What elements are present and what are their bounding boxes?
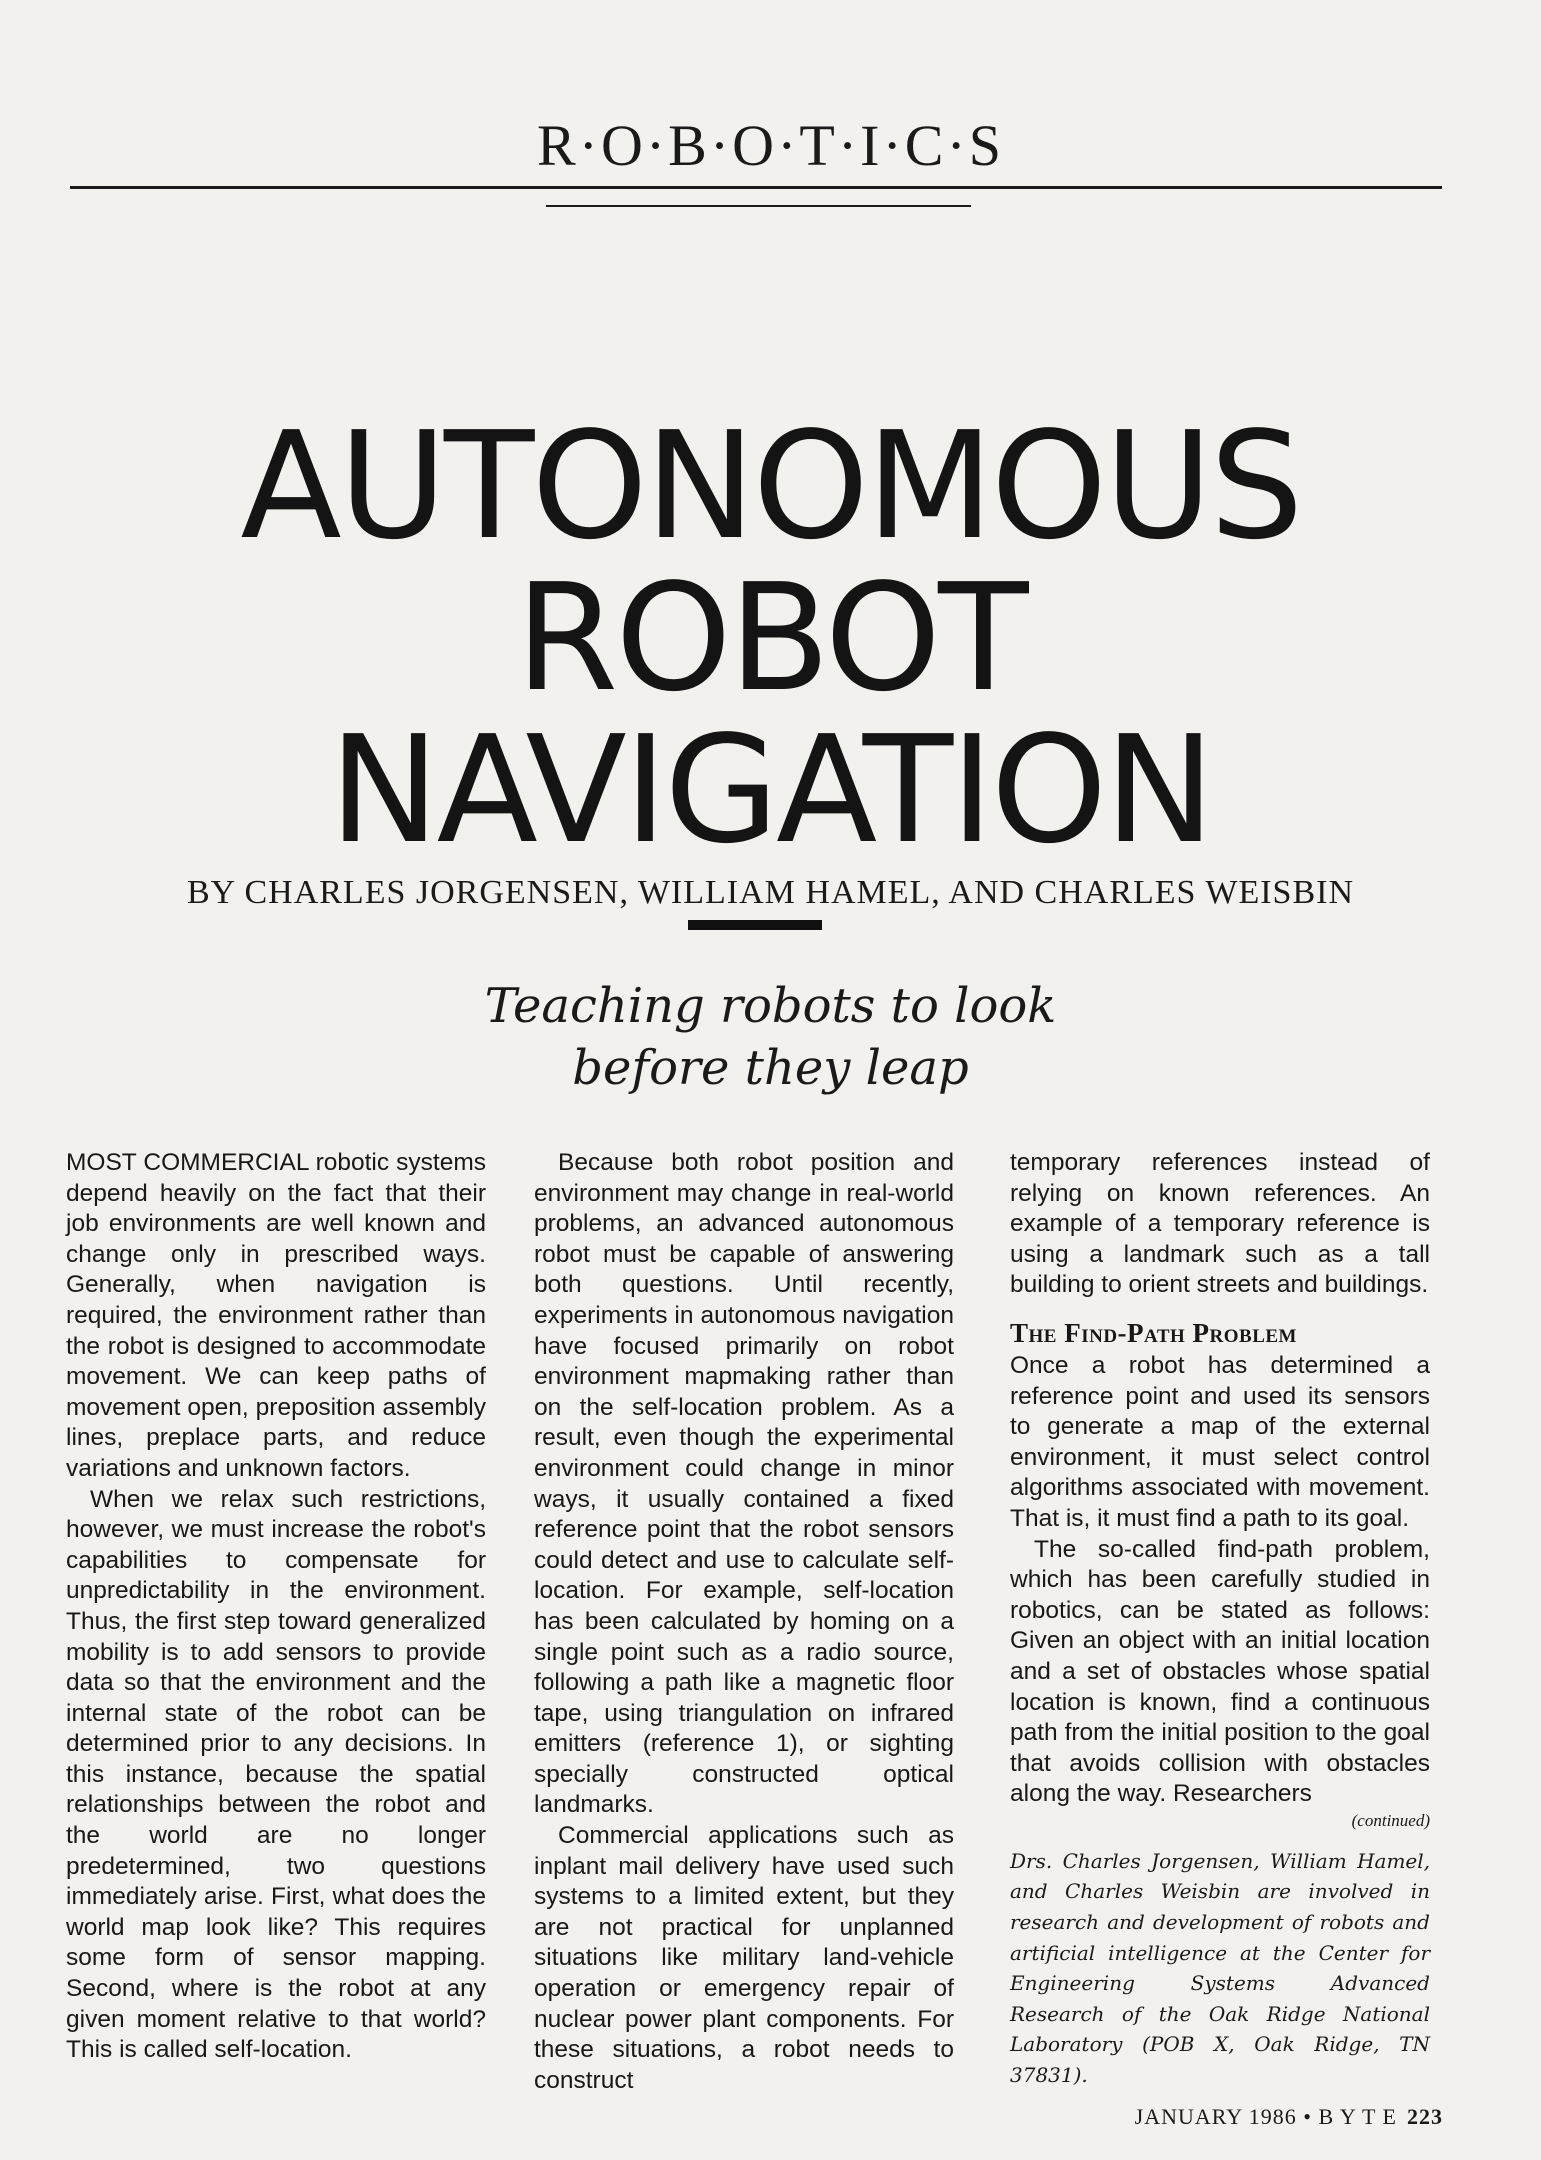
article-deck <box>0 975 1541 1099</box>
column1-paragraph-2: When we relax such restrictions, however, we must increase the robot's capabilities to compensate for unpredictability in the environment. Thus, the first step toward generalized mobility is to add sensors to provide data so that the environment and the internal state of the robot can be determined prior to any decisions. In this instance, because the spatial relationships between the robot and the world are no longer predetermined, two questions immediately arise. First, what does the world map look like? This requires some form of sensor mapping. Second, where is the robot at any given moment relative to that world? This is called self-location. <box>66 1485 486 2064</box>
headline-line-2: ROBOT <box>515 552 1026 724</box>
header-subrule <box>546 205 971 207</box>
byline: BY CHARLES JORGENSEN, WILLIAM HAMEL, AND CHARLES WEISBIN <box>187 874 1354 911</box>
section-label: R·O·B·O·T·I·C·S <box>536 113 1005 178</box>
column3-paragraph-3: The so-called find-path problem, which has been carefully studied in robotics, can be stated as follows: Given an object with an initial location and a set of obstacles whose spatial location is known, find a continuous path from the initial position to the goal that avoids collision with obstacles along the way. Researchers <box>1010 1535 1430 1808</box>
headline-line-1: AUTONOMOUS <box>240 400 1301 572</box>
headline-line-3: NAVIGATION <box>328 704 1213 876</box>
body-column-3 <box>1010 1148 1430 2091</box>
column3-paragraph-2: Once a robot has determined a reference point and used its sensors to generate a map of the external environment, it must select control algorithms associated with movement. That is, it must find a path to its goal. <box>1010 1351 1430 1532</box>
article-headline <box>0 400 1541 876</box>
body-column-1 <box>66 1148 486 2066</box>
continued-note: (continued) <box>1351 1810 1430 1830</box>
page-footer <box>1135 2104 1443 2130</box>
column2-paragraph-1: Because both robot position and environment may change in real-world problems, an advanced autonomous robot must be capable of answering both questions. Until recently, experiments in autonomous navigation have focused primarily on robot environment mapmaking rather than on the self-location problem. As a result, even though the experimental environment could change in minor ways, it usually contained a fixed reference point that the robot sensors could detect and use to calculate self-location. For example, self-location has been calculated by homing on a single point such as a radio source, following a path like a magnetic floor tape, using triangulation on infrared emitters (reference 1), or sighting specially constructed optical landmarks. <box>534 1149 954 1819</box>
byline-divider <box>688 920 822 930</box>
deck-line-2: before they leap <box>572 1040 969 1096</box>
author-bio: Drs. Charles Jorgensen, William Hamel, and Charles Weisbin are involved in research and development of robots and artificial intelligence at the Center for Engineering Systems Advanced Research of the Oak Ridge National Laboratory (POB X, Oak Ridge, TN 37831). <box>1010 1848 1430 2088</box>
issue-label: JANUARY 1986 • B Y T E <box>1134 2104 1397 2129</box>
deck-line-1: Teaching robots to look <box>484 978 1057 1034</box>
body-column-2 <box>534 1148 954 2096</box>
header-rule <box>70 186 1442 189</box>
column3-paragraph-1: temporary references instead of relying on known references. An example of a temporary reference is using a landmark such as a tall building to orient streets and buildings. <box>1010 1149 1430 1299</box>
page-number: 223 <box>1407 2104 1443 2129</box>
section-subhead: The Find-Path Problem <box>1010 1317 1297 1348</box>
column2-paragraph-2: Commercial applications such as inplant mail delivery have used such systems to a limited extent, but they are not practical for unplanned situations like military land-vehicle operation or emergency repair of nuclear power plant components. For these situations, a robot needs to construct <box>534 1822 954 2094</box>
column1-paragraph-1: MOST COMMERCIAL robotic systems depend heavily on the fact that their job environments are well known and change only in prescribed ways. Generally, when navigation is required, the environment rather than the robot is designed to accommodate movement. We can keep paths of movement open, preposition assembly lines, preplace parts, and reduce variations and unknown factors. <box>66 1149 486 1482</box>
